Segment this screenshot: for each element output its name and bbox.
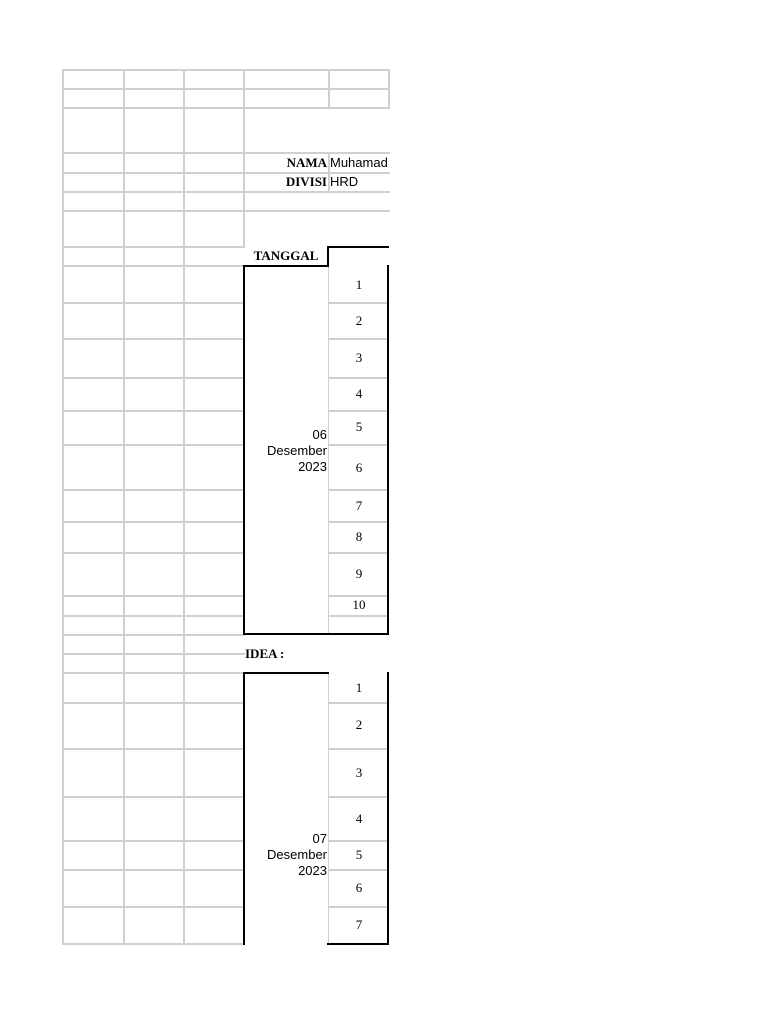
row-number: 9 xyxy=(355,566,363,581)
grid-line xyxy=(329,552,389,554)
grid-line xyxy=(329,702,389,704)
grid-line xyxy=(62,615,245,617)
table-border xyxy=(243,672,245,945)
row-number: 1 xyxy=(355,277,363,292)
tanggal-header: TANGGAL xyxy=(253,248,319,263)
table-border xyxy=(327,246,329,267)
grid-line xyxy=(62,69,390,71)
grid-line xyxy=(329,869,389,871)
row-number: 10 xyxy=(352,597,366,612)
row-number: 4 xyxy=(355,386,363,401)
grid-line xyxy=(183,69,185,945)
grid-line xyxy=(62,489,245,491)
grid-line xyxy=(62,748,245,750)
row-number: 6 xyxy=(355,880,363,895)
day2-date-year: 2023 xyxy=(298,863,327,878)
grid-line xyxy=(329,444,389,446)
grid-line xyxy=(62,410,245,412)
grid-line xyxy=(62,88,390,90)
table-border xyxy=(387,672,389,945)
grid-line xyxy=(329,796,389,798)
grid-line xyxy=(329,302,389,304)
row-number: 4 xyxy=(355,811,363,826)
grid-line xyxy=(62,672,245,674)
grid-line xyxy=(62,338,245,340)
table-border xyxy=(243,672,329,674)
grid-line xyxy=(62,107,390,109)
grid-line xyxy=(62,444,245,446)
grid-line xyxy=(62,796,245,798)
row-number: 7 xyxy=(355,498,363,513)
grid-line xyxy=(62,840,245,842)
table-border xyxy=(327,943,389,945)
table-border xyxy=(243,265,329,267)
nama-value[interactable]: Muhamad xyxy=(330,155,388,170)
grid-line xyxy=(329,840,389,842)
grid-line xyxy=(329,377,389,379)
grid-line xyxy=(62,246,245,248)
grid-line xyxy=(62,265,245,267)
row-number: 2 xyxy=(355,313,363,328)
row-number: 2 xyxy=(355,717,363,732)
divisi-label: DIVISI xyxy=(285,174,327,189)
grid-line xyxy=(62,521,245,523)
grid-line xyxy=(329,489,389,491)
day1-date-day: 06 xyxy=(312,427,327,442)
grid-line xyxy=(62,210,390,212)
grid-line xyxy=(329,748,389,750)
grid-line xyxy=(329,615,389,617)
day2-date-month: Desember xyxy=(267,847,327,862)
grid-line xyxy=(62,191,390,193)
grid-line xyxy=(62,595,245,597)
grid-line xyxy=(62,377,245,379)
idea-label: IDEA : xyxy=(245,646,285,661)
grid-line xyxy=(62,69,64,945)
grid-line xyxy=(329,338,389,340)
row-number: 6 xyxy=(355,460,363,475)
row-number: 3 xyxy=(355,765,363,780)
grid-line xyxy=(123,69,125,945)
grid-line xyxy=(328,674,329,943)
row-number: 7 xyxy=(355,917,363,932)
grid-line xyxy=(62,702,245,704)
grid-line xyxy=(62,943,245,945)
grid-line xyxy=(329,521,389,523)
grid-line xyxy=(329,906,389,908)
row-number: 5 xyxy=(355,847,363,862)
divisi-value[interactable]: HRD xyxy=(330,174,359,189)
row-number: 1 xyxy=(355,680,363,695)
nama-label: NAMA xyxy=(286,155,327,170)
day1-date-month: Desember xyxy=(267,443,327,458)
grid-line xyxy=(62,653,245,655)
grid-line xyxy=(62,152,390,154)
grid-line xyxy=(62,302,245,304)
day2-date-day: 07 xyxy=(312,831,327,846)
grid-line xyxy=(62,634,245,636)
grid-line xyxy=(62,552,245,554)
table-border xyxy=(243,633,389,635)
table-border xyxy=(327,246,389,248)
grid-line xyxy=(62,906,245,908)
grid-line xyxy=(329,410,389,412)
row-number: 5 xyxy=(355,419,363,434)
row-number: 3 xyxy=(355,350,363,365)
row-number: 8 xyxy=(355,529,363,544)
day1-date-year: 2023 xyxy=(298,459,327,474)
grid-line xyxy=(62,869,245,871)
